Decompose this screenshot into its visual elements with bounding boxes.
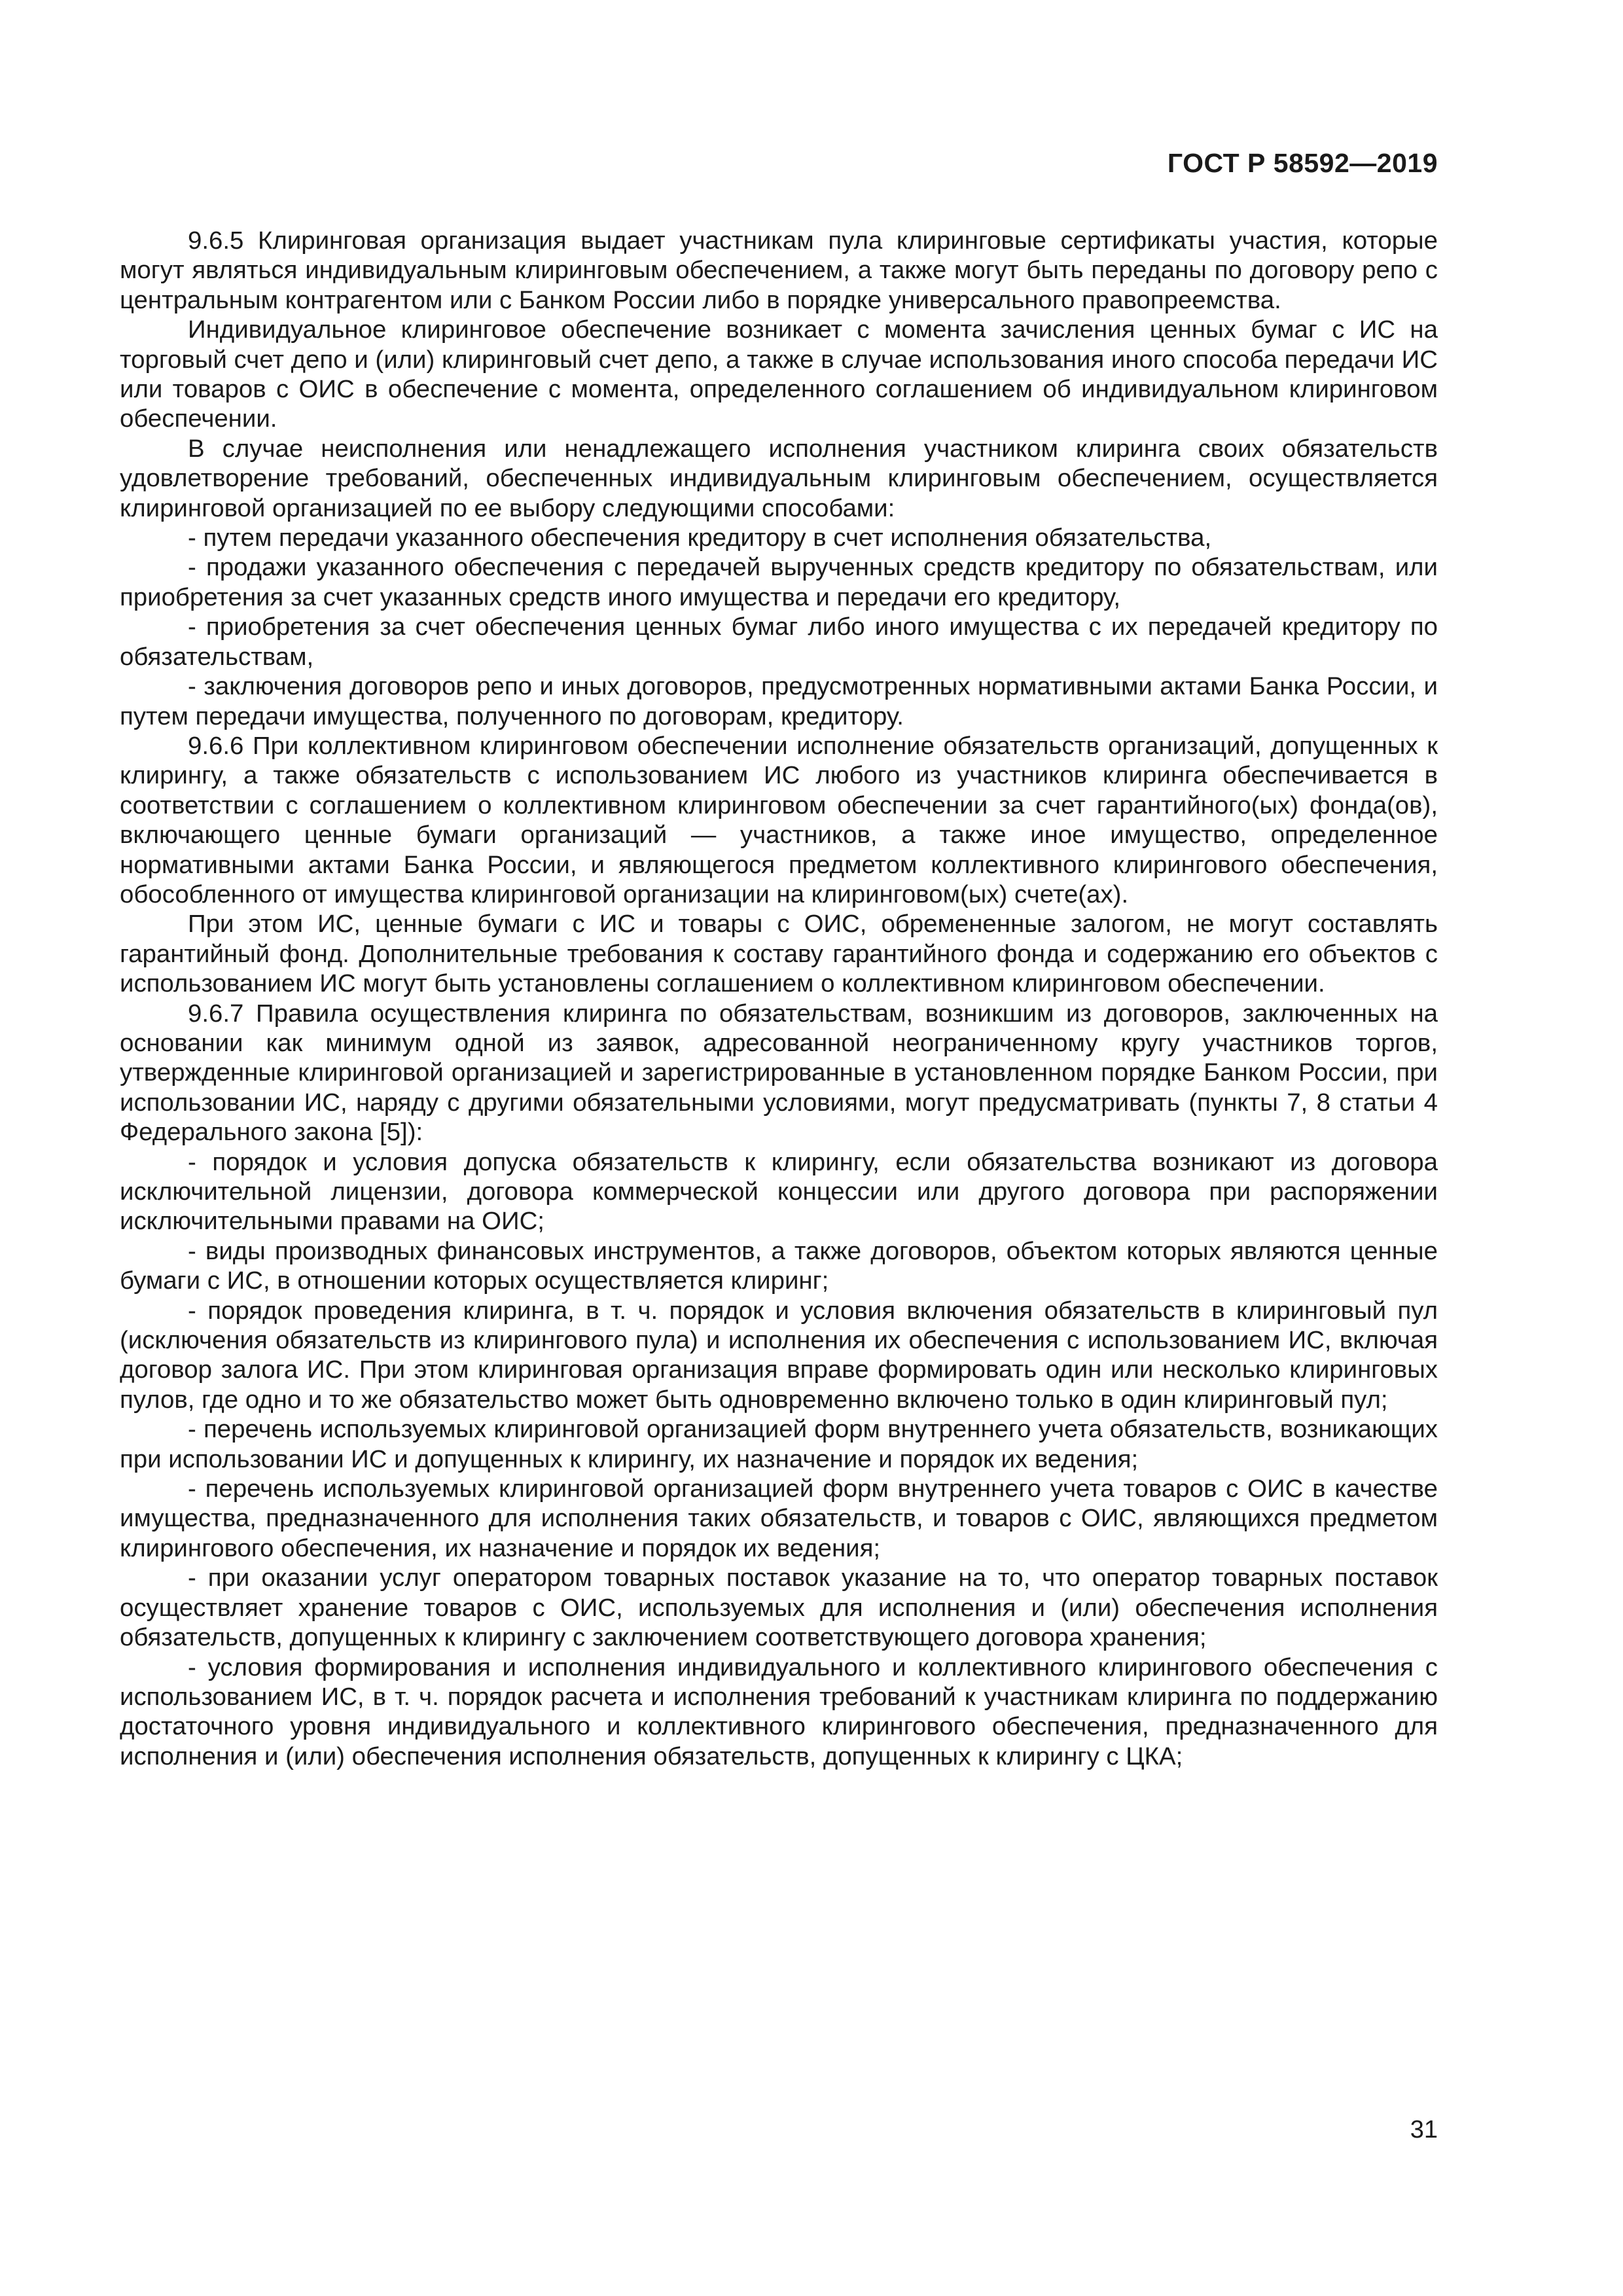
list-item: - перечень используемых клиринговой организацией форм внутреннего учета обязательств, возникающих при использовании ИС и допущенных к клирингу, их назначение и порядок их ведения; bbox=[120, 1415, 1438, 1473]
list-item: - продажи указанного обеспечения с передачей вырученных средств кредитору по обязательствам, или приобретения за счет указанных средств иного имущества и передачи его кредитору, bbox=[120, 553, 1438, 611]
page-number: 31 bbox=[1410, 2116, 1438, 2144]
paragraph: При этом ИС, ценные бумаги с ИС и товары с ОИС, обремененные залогом, не могут составлять гарантийный фонд. Дополнительные требования к составу гарантийного фонда и содержанию его объектов с использованием ИС могут быть установлены соглашением о коллективном клиринговом обеспечении. bbox=[120, 910, 1438, 998]
list-item: - заключения договоров репо и иных договоров, предусмотренных нормативными актами Банка России, и путем передачи имущества, полученного по договорам, кредитору. bbox=[120, 672, 1438, 730]
list-item: - приобретения за счет обеспечения ценных бумаг либо иного имущества с их передачей кредитору по обязательствам, bbox=[120, 613, 1438, 671]
list-item: - виды производных финансовых инструментов, а также договоров, объектом которых являются ценные бумаги с ИС, в отношении которых осуществляется клиринг; bbox=[120, 1236, 1438, 1295]
list-item: - перечень используемых клиринговой организацией форм внутреннего учета товаров с ОИС в качестве имущества, предназначенного для исполнения таких обязательств, и товаров с ОИС, являющихся предметом клирингового обеспечения, их назначение и порядок их ведения; bbox=[120, 1475, 1438, 1562]
list-item: - условия формирования и исполнения индивидуального и коллективного клирингового обеспечения с использованием ИС, в т. ч. порядок расчета и исполнения требований к участникам клиринга по поддержанию достаточного уровня индивидуального и коллективного клирингового обеспечения, предназначенного для исполнения и (или) обеспечения исполнения обязательств, допущенных к клирингу с ЦКА; bbox=[120, 1653, 1438, 1770]
paragraph: 9.6.6 При коллективном клиринговом обеспечении исполнение обязательств организаций, допущенных к клирингу, а также обязательств с использованием ИС любого из участников клиринга обеспечивается в соответствии с соглашением о коллективном клиринговом обеспечении за счет гарантийного(ых) фонда(ов), включающего ценные бумаги организаций — участников, а также иное имущество, определенное нормативными актами Банка России, и являющегося предметом коллективного клирингового обеспечения, обособленного от имущества клиринговой организации на клиринговом(ых) счете(ах). bbox=[120, 731, 1438, 908]
paragraph: В случае неисполнения или ненадлежащего исполнения участником клиринга своих обязательств удовлетворение требований, обеспеченных индивидуальным клиринговым обеспечением, осуществляется клиринговой организацией по ее выбору следующими способами: bbox=[120, 434, 1438, 522]
list-item: - порядок и условия допуска обязательств к клирингу, если обязательства возникают из договора исключительной лицензии, договора коммерческой концессии или другого договора при распоряжении исключительными правами на ОИС; bbox=[120, 1147, 1438, 1236]
document-body bbox=[120, 226, 1438, 1771]
list-item: - при оказании услуг оператором товарных поставок указание на то, что оператор товарных поставок осуществляет хранение товаров с ОИС, используемых для исполнения и (или) обеспечения исполнения обязательств, допущенных к клирингу с заключением соответствующего договора хранения; bbox=[120, 1564, 1438, 1652]
document-id-header: ГОСТ Р 58592—2019 bbox=[1167, 148, 1438, 178]
list-item: - порядок проведения клиринга, в т. ч. порядок и условия включения обязательств в клиринговый пул (исключения обязательств из клирингового пула) и исполнения их обеспечения с использованием ИС, включая договор залога ИС. При этом клиринговая организация вправе формировать один или несколько клиринговых пулов, где одно и то же обязательство может быть одновременно включено только в один клиринговый пул; bbox=[120, 1296, 1438, 1414]
paragraph: 9.6.5 Клиринговая организация выдает участникам пула клиринговые сертификаты участия, которые могут являться индивидуальным клиринговым обеспечением, а также могут быть переданы по договору репо с центральным контрагентом или с Банком России либо в порядке универсального правопреемства. bbox=[120, 226, 1438, 314]
paragraph: Индивидуальное клиринговое обеспечение возникает с момента зачисления ценных бумаг с ИС на торговый счет депо и (или) клиринговый счет депо, а также в случае использования иного способа передачи ИС или товаров с ОИС в обеспечение с момента, определенного соглашением об индивидуальном клиринговом обеспечении. bbox=[120, 315, 1438, 433]
list-item: - путем передачи указанного обеспечения кредитору в счет исполнения обязательства, bbox=[188, 524, 1212, 552]
paragraph: 9.6.7 Правила осуществления клиринга по обязательствам, возникшим из договоров, заключенных на основании как минимум одной из заявок, адресованной неограниченному кругу участников торгов, утвержденные клиринговой организацией и зарегистрированные в установленном порядке Банком России, при использовании ИС, наряду с другими обязательными условиями, могут предусматривать (пункты 7, 8 статьи 4 Федерального закона [5]): bbox=[120, 999, 1438, 1147]
